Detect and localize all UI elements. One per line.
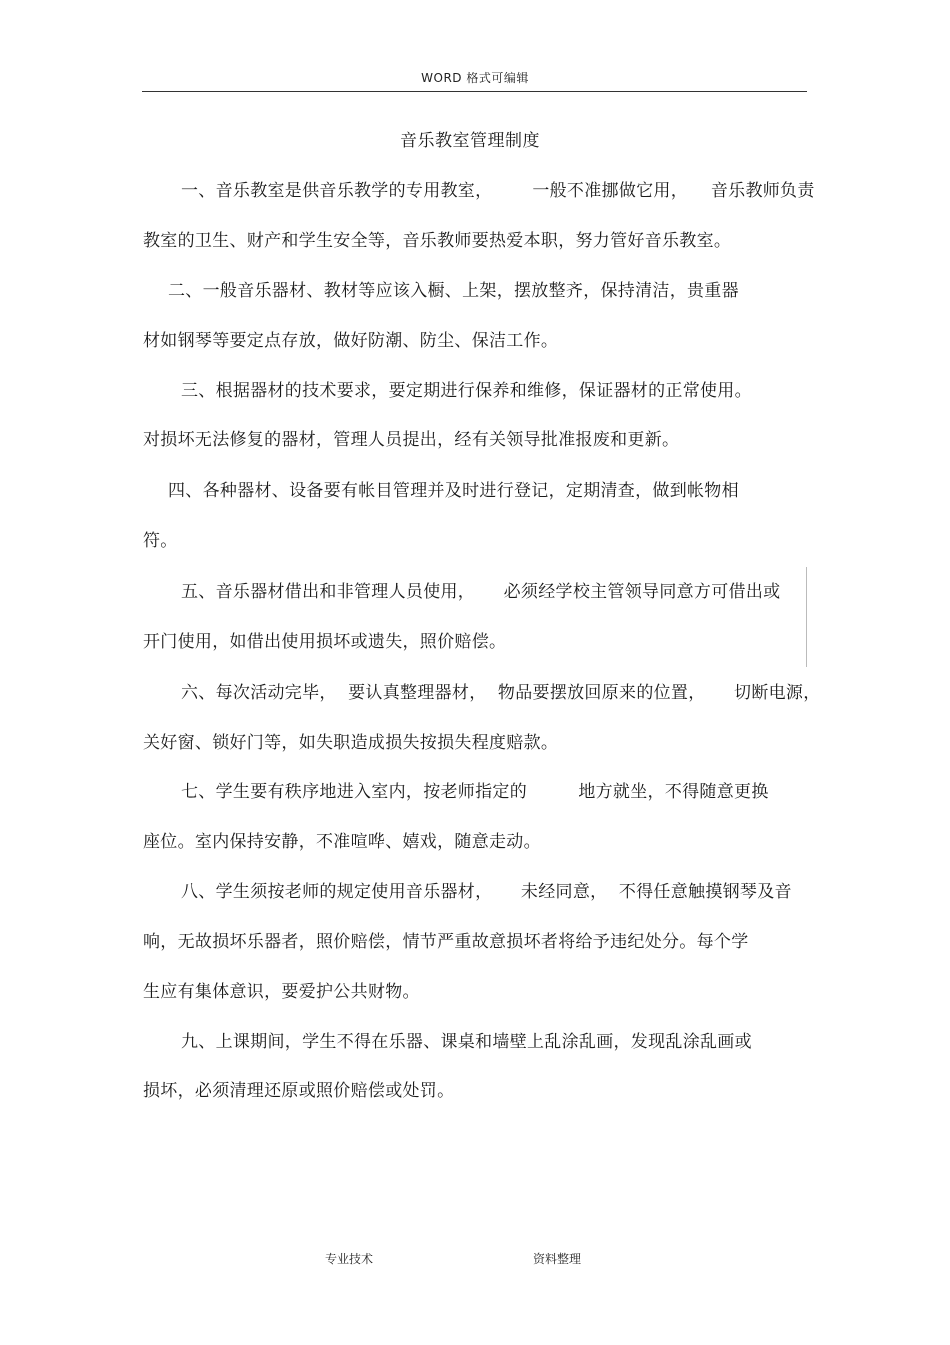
margin-marker [806, 567, 807, 667]
paragraph-6-line-2: 关好窗、锁好门等，如失职造成损失按损失程度赔款。 [143, 733, 559, 753]
paragraph-8-line-1: 八、学生须按老师的规定使用音乐器材， 未经同意， 不得任意触摸钢琴及音 [181, 882, 792, 902]
paragraph-1-line-2: 教室的卫生、财产和学生安全等，音乐教师要热爱本职，努力管好音乐教室。 [143, 231, 732, 251]
paragraph-7-line-2: 座位。室内保持安静，不准喧哗、嬉戏，随意走动。 [143, 832, 541, 852]
paragraph-6-line-1: 六、每次活动完毕， 要认真整理器材， 物品要摆放回原来的位置， 切断电源， [181, 683, 821, 703]
paragraph-3-line-1: 三、根据器材的技术要求，要定期进行保养和维修，保证器材的正常使用。 [181, 381, 752, 401]
header-rule [142, 91, 807, 92]
paragraph-4-line-2: 符。 [143, 531, 178, 551]
paragraph-5-line-2: 开门使用，如借出使用损坏或遗失，照价赔偿。 [143, 632, 507, 652]
footer-right-text: 资料整理 [533, 1252, 582, 1266]
paragraph-2-line-1: 二、一般音乐器材、教材等应该入橱、上架，摆放整齐，保持清洁，贵重器 [168, 281, 739, 301]
paragraph-8-line-2: 响，无故损坏乐器者，照价赔偿，情节严重故意损坏者将给予违纪处分。每个学 [143, 932, 749, 952]
paragraph-3-line-2: 对损坏无法修复的器材，管理人员提出，经有关领导批准报废和更新。 [143, 430, 680, 450]
footer-left-text: 专业技术 [325, 1252, 374, 1266]
paragraph-9-line-2: 损坏，必须清理还原或照价赔偿或处罚。 [143, 1081, 455, 1101]
paragraph-2-line-2: 材如钢琴等要定点存放，做好防潮、防尘、保洁工作。 [143, 331, 559, 351]
paragraph-4-line-1: 四、各种器材、设备要有帐目管理并及时进行登记，定期清查，做到帐物相 [168, 481, 739, 501]
paragraph-1-line-1: 一、音乐教室是供音乐教学的专用教室， 一般不准挪做它用， 音乐教师负责 [181, 181, 815, 201]
paragraph-9-line-1: 九、上课期间，学生不得在乐器、课桌和墙壁上乱涂乱画，发现乱涂乱画或 [181, 1032, 752, 1052]
page-header: WORD 格式可编辑 [421, 71, 529, 85]
paragraph-8-line-3: 生应有集体意识，要爱护公共财物。 [143, 982, 420, 1002]
document-title: 音乐教室管理制度 [400, 131, 540, 151]
paragraph-5-line-1: 五、音乐器材借出和非管理人员使用， 必须经学校主管领导同意方可借出或 [181, 582, 781, 602]
paragraph-7-line-1: 七、学生要有秩序地进入室内，按老师指定的 地方就坐，不得随意更换 [181, 782, 769, 802]
